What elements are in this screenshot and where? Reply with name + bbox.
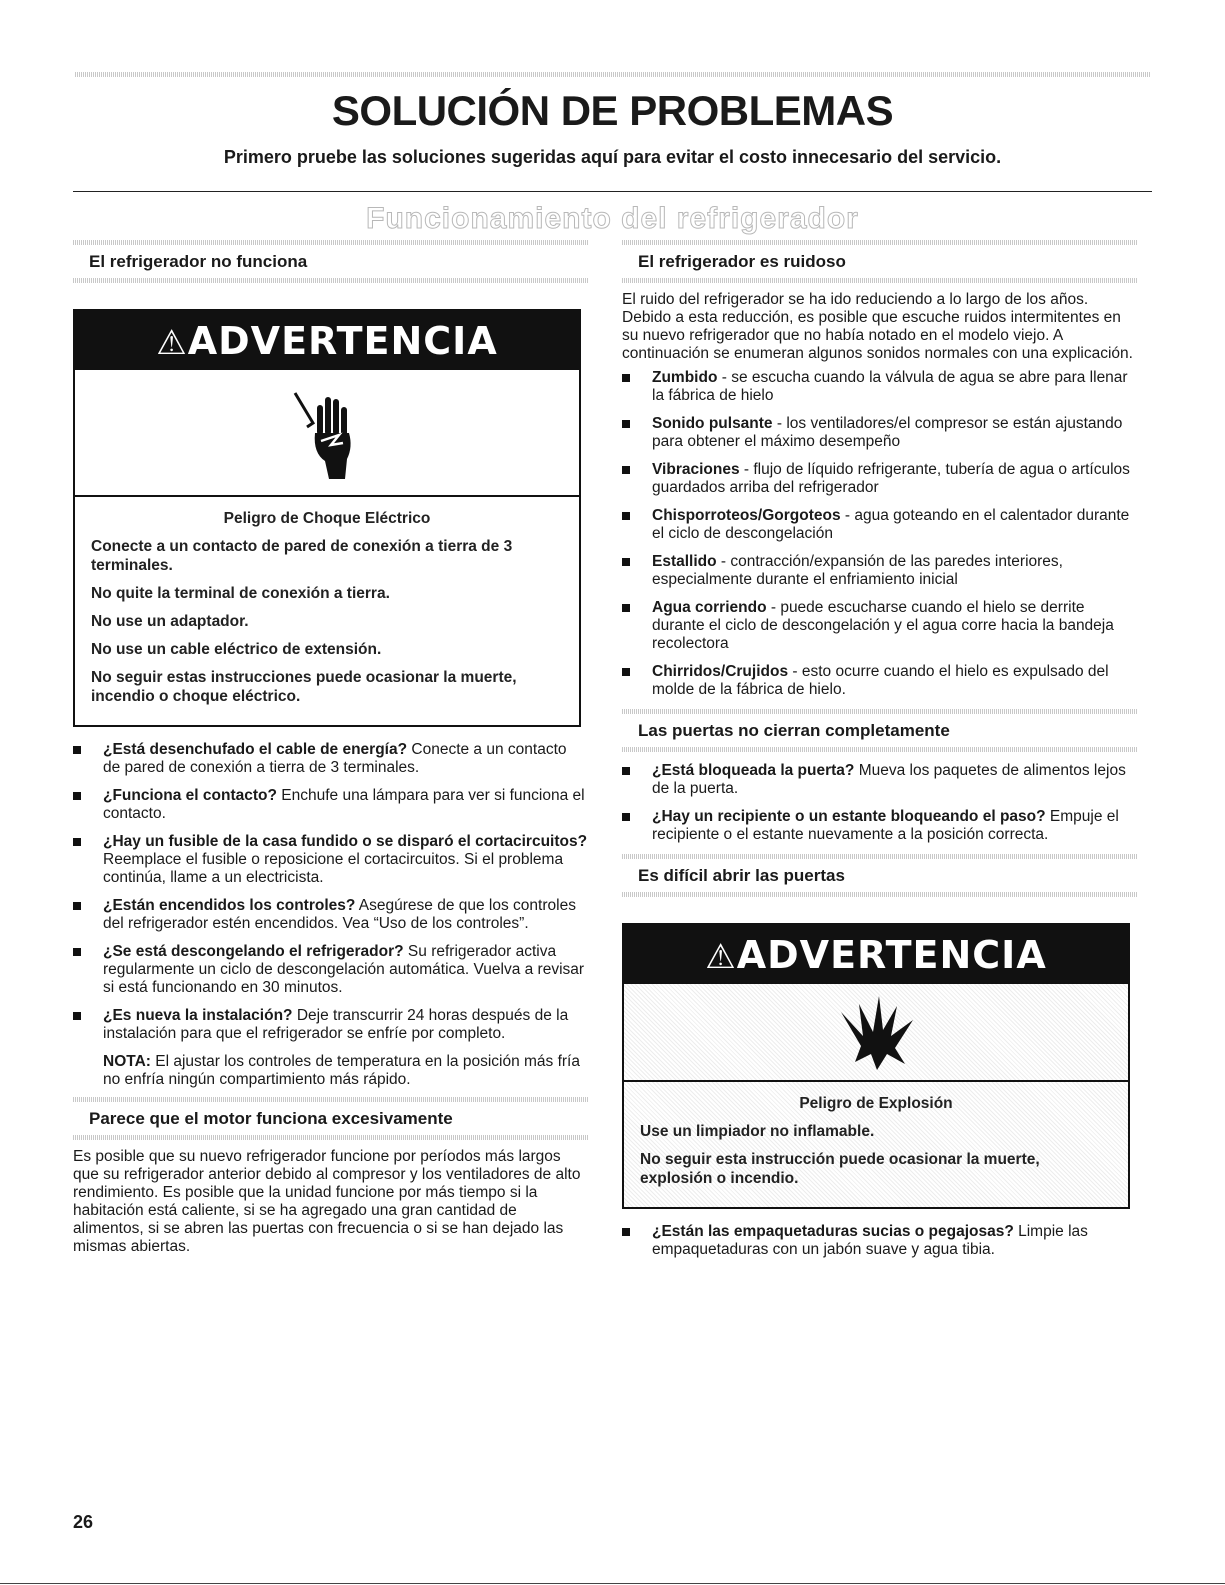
- list-item: ¿Hay un fusible de la casa fundido o se disparó el cortacircuitos? Reemplace el fusible o reposicione el cortacircuitos. Si el problema continúa, llame a un electricista.: [73, 833, 588, 887]
- warning-label: ADVERTENCIA: [187, 319, 498, 363]
- top-dotted-rule: [75, 72, 1150, 77]
- sounds-list: [622, 369, 1137, 699]
- warning-box-explosion: [622, 923, 1130, 1209]
- section-title: Funcionamiento del refrigerador: [366, 202, 859, 235]
- warning-line: Use un limpiador no inflamable.: [640, 1123, 875, 1140]
- warning-line: No use un cable eléctrico de extensión.: [91, 641, 382, 658]
- warning-line: Conecte a un contacto de pared de conexión a tierra de 3 terminales.: [91, 538, 513, 574]
- page-number: 26: [73, 1512, 94, 1532]
- list-item: ¿Está desenchufado el cable de energía? Conecte a un contacto de pared de conexión a tierra de 3 terminales.: [73, 741, 588, 777]
- list-item: ¿Funciona el contacto? Enchufe una lámpara para ver si funciona el contacto.: [73, 787, 588, 823]
- list-item: Chisporroteos/Gorgoteos - agua goteando en el calentador durante el ciclo de descongelación: [622, 507, 1137, 543]
- list-item: ¿Es nueva la instalación? Deje transcurrir 24 horas después de la instalación para que el refrigerador se enfríe por completo.: [73, 1007, 588, 1043]
- warning-label: ADVERTENCIA: [736, 933, 1047, 977]
- warning-box-electric: [73, 309, 581, 727]
- explosion-icon: [624, 984, 1128, 1082]
- bottom-rule: [0, 1583, 1225, 1584]
- warning-header: [75, 311, 579, 370]
- warning-body: [75, 497, 579, 725]
- list-item: Sonido pulsante - los ventiladores/el compresor se están ajustando para obtener el máximo desempeño: [622, 415, 1137, 451]
- list-item: ¿Está bloqueada la puerta? Mueva los paquetes de alimentos lejos de la puerta.: [622, 762, 1137, 798]
- list-item: ¿Están encendidos los controles? Asegúrese de que los controles del refrigerador estén encendidos. Vea “Uso de los controles”.: [73, 897, 588, 933]
- page-subtitle: Primero pruebe las soluciones sugeridas aquí para evitar el costo innecesario del servicio.: [223, 147, 1002, 167]
- list-item: ¿Se está descongelando el refrigerador? Su refrigerador activa regularmente un ciclo de descongelación automática. Vuelva a revisar si está funcionando en 30 minutos.: [73, 943, 588, 997]
- list-item: Zumbido - se escucha cuando la válvula de agua se abre para llenar la fábrica de hielo: [622, 369, 1137, 405]
- warning-hazard: Peligro de Explosión: [799, 1095, 953, 1112]
- warning-header: [624, 925, 1128, 984]
- page-title: SOLUCIÓN DE PROBLEMAS: [331, 87, 894, 134]
- electric-shock-icon: [75, 370, 579, 497]
- ruidoso-intro: El ruido del refrigerador se ha ido reduciendo a lo largo de los años. Debido a esta reducción, es posible que escuche ruidos intermitentes en su nuevo refrigerador que no había notado en el modelo viejo. A continuación se enumeran algunos sonidos normales con una explicación.: [622, 291, 1133, 362]
- list-item: Vibraciones - flujo de líquido refrigerante, tubería de agua o artículos guardados arriba del refrigerador: [622, 461, 1137, 497]
- warning-line: No seguir esta instrucción puede ocasionar la muerte, explosión o incendio.: [640, 1151, 1040, 1187]
- left-column: [73, 240, 588, 1256]
- note: NOTA: El ajustar los controles de temperatura en la posición más fría no enfría ningún compartimiento más rápido.: [103, 1053, 580, 1088]
- gasket-list: [622, 1223, 1137, 1259]
- motor-paragraph: Es posible que su nuevo refrigerador funcione por períodos más largos que su refrigerador anterior debido al compresor y los ventiladores de alto rendimiento. Es posible que la unidad funcione por más tiempo si la habitación está caliente, si se ha agregado una gran cantidad de alimentos, si se abren las puertas con frecuencia o si se han dejado las mismas abiertas.: [73, 1148, 581, 1255]
- warning-triangle-icon: ⚠: [705, 937, 737, 977]
- list-item: Agua corriendo - puede escucharse cuando el hielo se derrite durante el ciclo de descongelación y el agua corre hacia la bandeja recolectora: [622, 599, 1137, 653]
- divider: [73, 191, 1152, 192]
- puertas-list: [622, 762, 1137, 844]
- list-item: Chirridos/Crujidos - esto ocurre cuando el hielo es expulsado del molde de la fábrica de hielo.: [622, 663, 1137, 699]
- list-item: ¿Están las empaquetaduras sucias o pegajosas? Limpie las empaquetaduras con un jabón suave y agua tibia.: [622, 1223, 1137, 1259]
- warning-line: No quite la terminal de conexión a tierra.: [91, 585, 390, 602]
- heading-motor: Parece que el motor funciona excesivamente: [73, 1097, 588, 1140]
- list-item: ¿Hay un recipiente o un estante bloqueando el paso? Empuje el recipiente o el estante nuevamente a la posición correcta.: [622, 808, 1137, 844]
- right-column: [622, 240, 1137, 1269]
- warning-line: No seguir estas instrucciones puede ocasionar la muerte, incendio o choque eléctrico.: [91, 669, 517, 705]
- warning-triangle-icon: ⚠: [156, 323, 188, 363]
- heading-dificil: Es difícil abrir las puertas: [622, 854, 1137, 897]
- list-item: Estallido - contracción/expansión de las paredes interiores, especialmente durante el enfriamiento inicial: [622, 553, 1137, 589]
- heading-ruidoso: El refrigerador es ruidoso: [622, 240, 1137, 283]
- heading-puertas: Las puertas no cierran completamente: [622, 709, 1137, 752]
- warning-body: [624, 1082, 1128, 1207]
- warning-hazard: Peligro de Choque Eléctrico: [223, 510, 431, 527]
- heading-no-funciona: El refrigerador no funciona: [73, 240, 588, 283]
- no-funciona-list: [73, 741, 588, 1043]
- warning-line: No use un adaptador.: [91, 613, 249, 630]
